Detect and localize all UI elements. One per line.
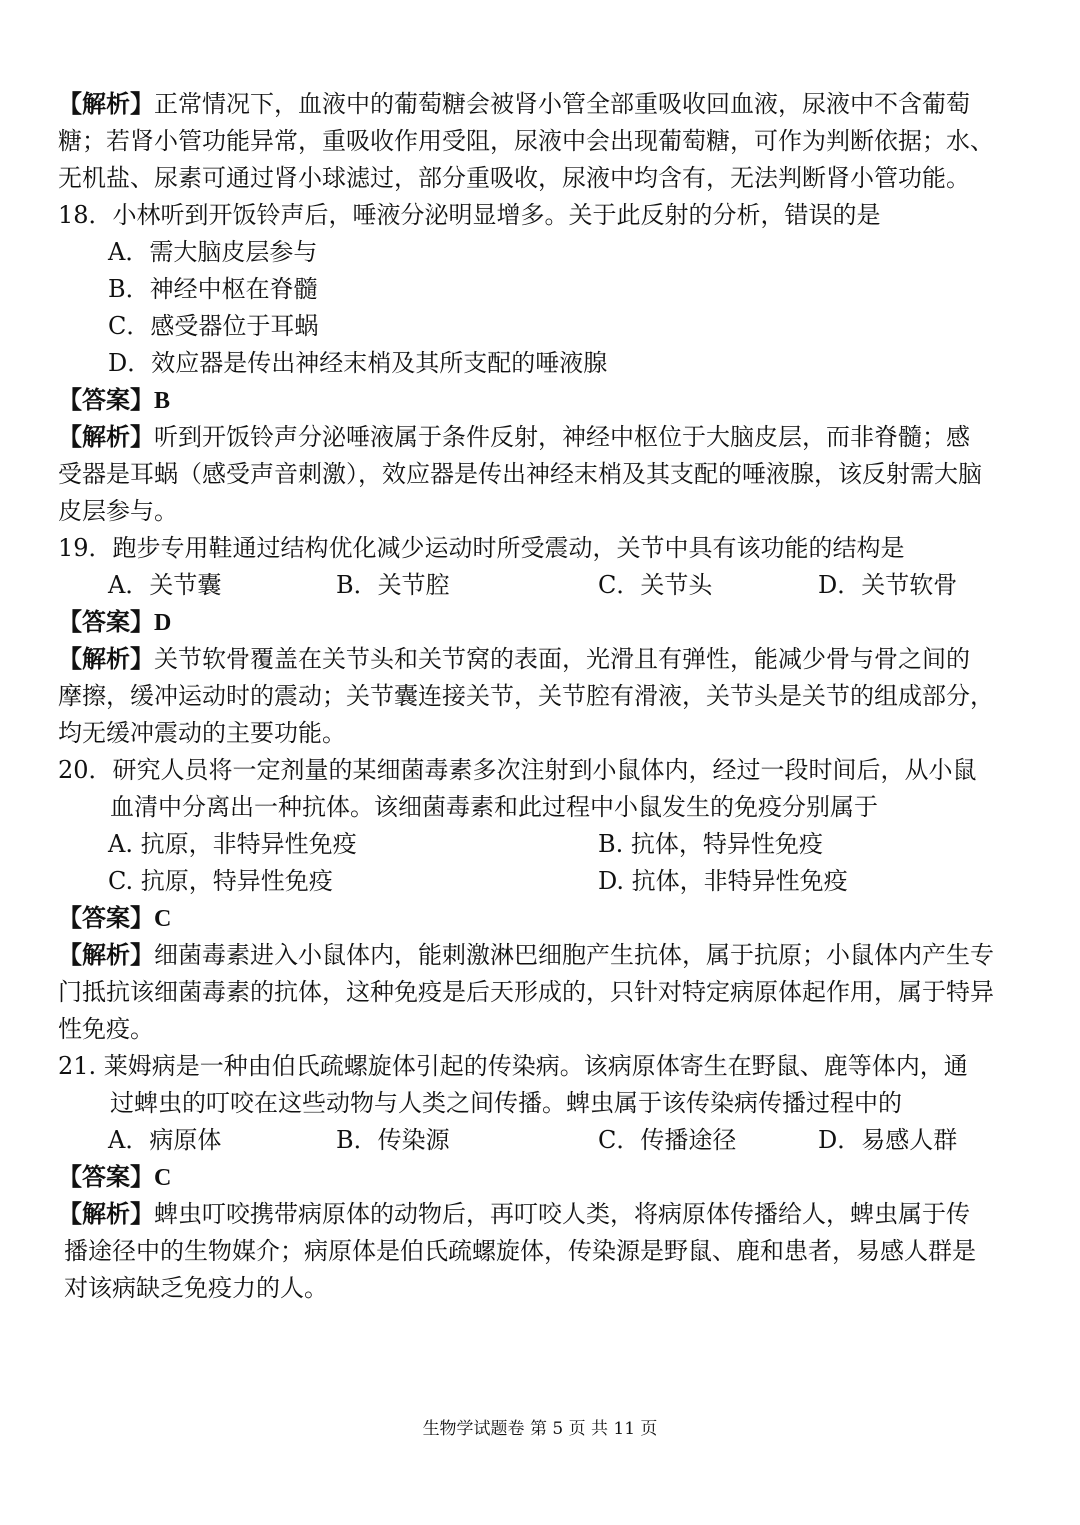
answer-value: D (154, 610, 172, 636)
options-row (58, 863, 1010, 900)
option-c: C．传播途径 (598, 1126, 737, 1154)
option-d: D．效应器是传出神经末梢及其所支配的唾液腺 (108, 349, 608, 377)
option-d: D. 抗体，非特异性免疫 (598, 867, 848, 895)
answer-value: B (154, 388, 171, 414)
analysis-label: 【解析】 (58, 1200, 154, 1228)
analysis-label: 【解析】 (58, 645, 154, 673)
option-d: D．易感人群 (818, 1126, 958, 1154)
analysis-line: 无机盐、尿素可通过肾小球滤过，部分重吸收，尿液中均含有，无法判断肾小管功能。 (58, 164, 970, 192)
option-a: A．关节囊 (108, 571, 222, 599)
analysis-line: 【解析】细菌毒素进入小鼠体内，能刺激淋巴细胞产生抗体，属于抗原；小鼠体内产生专 (58, 941, 994, 969)
answer-line (58, 1159, 1010, 1196)
options-row (58, 567, 1010, 604)
answer-value: C (154, 906, 172, 932)
analysis-line: 摩擦，缓冲运动时的震动；关节囊连接关节，关节腔有滑液，关节头是关节的组成部分， (58, 682, 994, 710)
option-a: A．需大脑皮层参与 (108, 238, 318, 266)
question-18 (58, 197, 1010, 530)
answer-label: 【答案】 (58, 1163, 154, 1191)
q17-analysis (58, 86, 1010, 197)
question-20 (58, 752, 1010, 1048)
answer-line (58, 900, 1010, 937)
analysis-line: 糖；若肾小管功能异常，重吸收作用受阻，尿液中会出现葡萄糖，可作为判断依据；水、 (58, 127, 994, 155)
analysis-line: 【解析】听到开饭铃声分泌唾液属于条件反射，神经中枢位于大脑皮层，而非脊髓；感 (58, 423, 970, 451)
question-stem-cont: 过蜱虫的叮咬在这些动物与人类之间传播。蜱虫属于该传染病传播过程中的 (110, 1089, 902, 1117)
analysis-label: 【解析】 (58, 90, 154, 118)
analysis-line: 门抵抗该细菌毒素的抗体，这种免疫是后天形成的，只针对特定病原体起作用，属于特异 (58, 978, 994, 1006)
analysis-line: 【解析】关节软骨覆盖在关节头和关节窝的表面，光滑且有弹性，能减少骨与骨之间的 (58, 645, 970, 673)
option-b: B．传染源 (336, 1126, 450, 1154)
analysis-line: 播途径中的生物媒介；病原体是伯氏疏螺旋体，传染源是野鼠、鹿和患者，易感人群是 (64, 1237, 976, 1265)
option-c: C．感受器位于耳蜗 (108, 312, 319, 340)
answer-label: 【答案】 (58, 904, 154, 932)
option-c: C. 抗原，特异性免疫 (108, 867, 333, 895)
option-b: B．关节腔 (336, 571, 450, 599)
option-c: C．关节头 (598, 571, 713, 599)
answer-line (58, 382, 1010, 419)
analysis-line: 皮层参与。 (58, 497, 178, 525)
answer-label: 【答案】 (58, 608, 154, 636)
question-stem: 18．小林听到开饭铃声后，唾液分泌明显增多。关于此反射的分析，错误的是 (58, 201, 881, 229)
analysis-label: 【解析】 (58, 941, 154, 969)
question-stem: 20．研究人员将一定剂量的某细菌毒素多次注射到小鼠体内，经过一段时间后，从小鼠 (58, 756, 977, 784)
analysis-line: 【解析】正常情况下，血液中的葡萄糖会被肾小管全部重吸收回血液，尿液中不含葡萄 (58, 90, 970, 118)
option-d: D．关节软骨 (818, 571, 958, 599)
option-a: A. 抗原，非特异性免疫 (108, 830, 357, 858)
question-21 (58, 1048, 1010, 1307)
option-b: B. 抗体，特异性免疫 (598, 830, 823, 858)
answer-line (58, 604, 1010, 641)
analysis-label: 【解析】 (58, 423, 154, 451)
option-a: A．病原体 (108, 1126, 222, 1154)
analysis-line: 对该病缺乏免疫力的人。 (64, 1274, 328, 1302)
analysis-line: 【解析】蜱虫叮咬携带病原体的动物后，再叮咬人类，将病原体传播给人，蜱虫属于传 (58, 1200, 970, 1228)
question-stem: 21. 莱姆病是一种由伯氏疏螺旋体引起的传染病。该病原体寄生在野鼠、鹿等体内，通 (58, 1052, 968, 1080)
answer-label: 【答案】 (58, 386, 154, 414)
option-b: B．神经中枢在脊髓 (108, 275, 318, 303)
page-footer: 生物学试题卷 第 5 页 共 11 页 (422, 1419, 658, 1439)
analysis-line: 受器是耳蜗（感受声音刺激），效应器是传出神经末梢及其支配的唾液腺，该反射需大脑 (58, 460, 982, 488)
question-stem: 19．跑步专用鞋通过结构优化减少运动时所受震动，关节中具有该功能的结构是 (58, 534, 905, 562)
question-19 (58, 530, 1010, 752)
question-stem-cont: 血清中分离出一种抗体。该细菌毒素和此过程中小鼠发生的免疫分别属于 (110, 793, 878, 821)
options-row (58, 826, 1010, 863)
answer-value: C (154, 1165, 172, 1191)
options-row (58, 1122, 1010, 1159)
analysis-line: 均无缓冲震动的主要功能。 (58, 719, 346, 747)
analysis-line: 性免疫。 (58, 1015, 154, 1043)
